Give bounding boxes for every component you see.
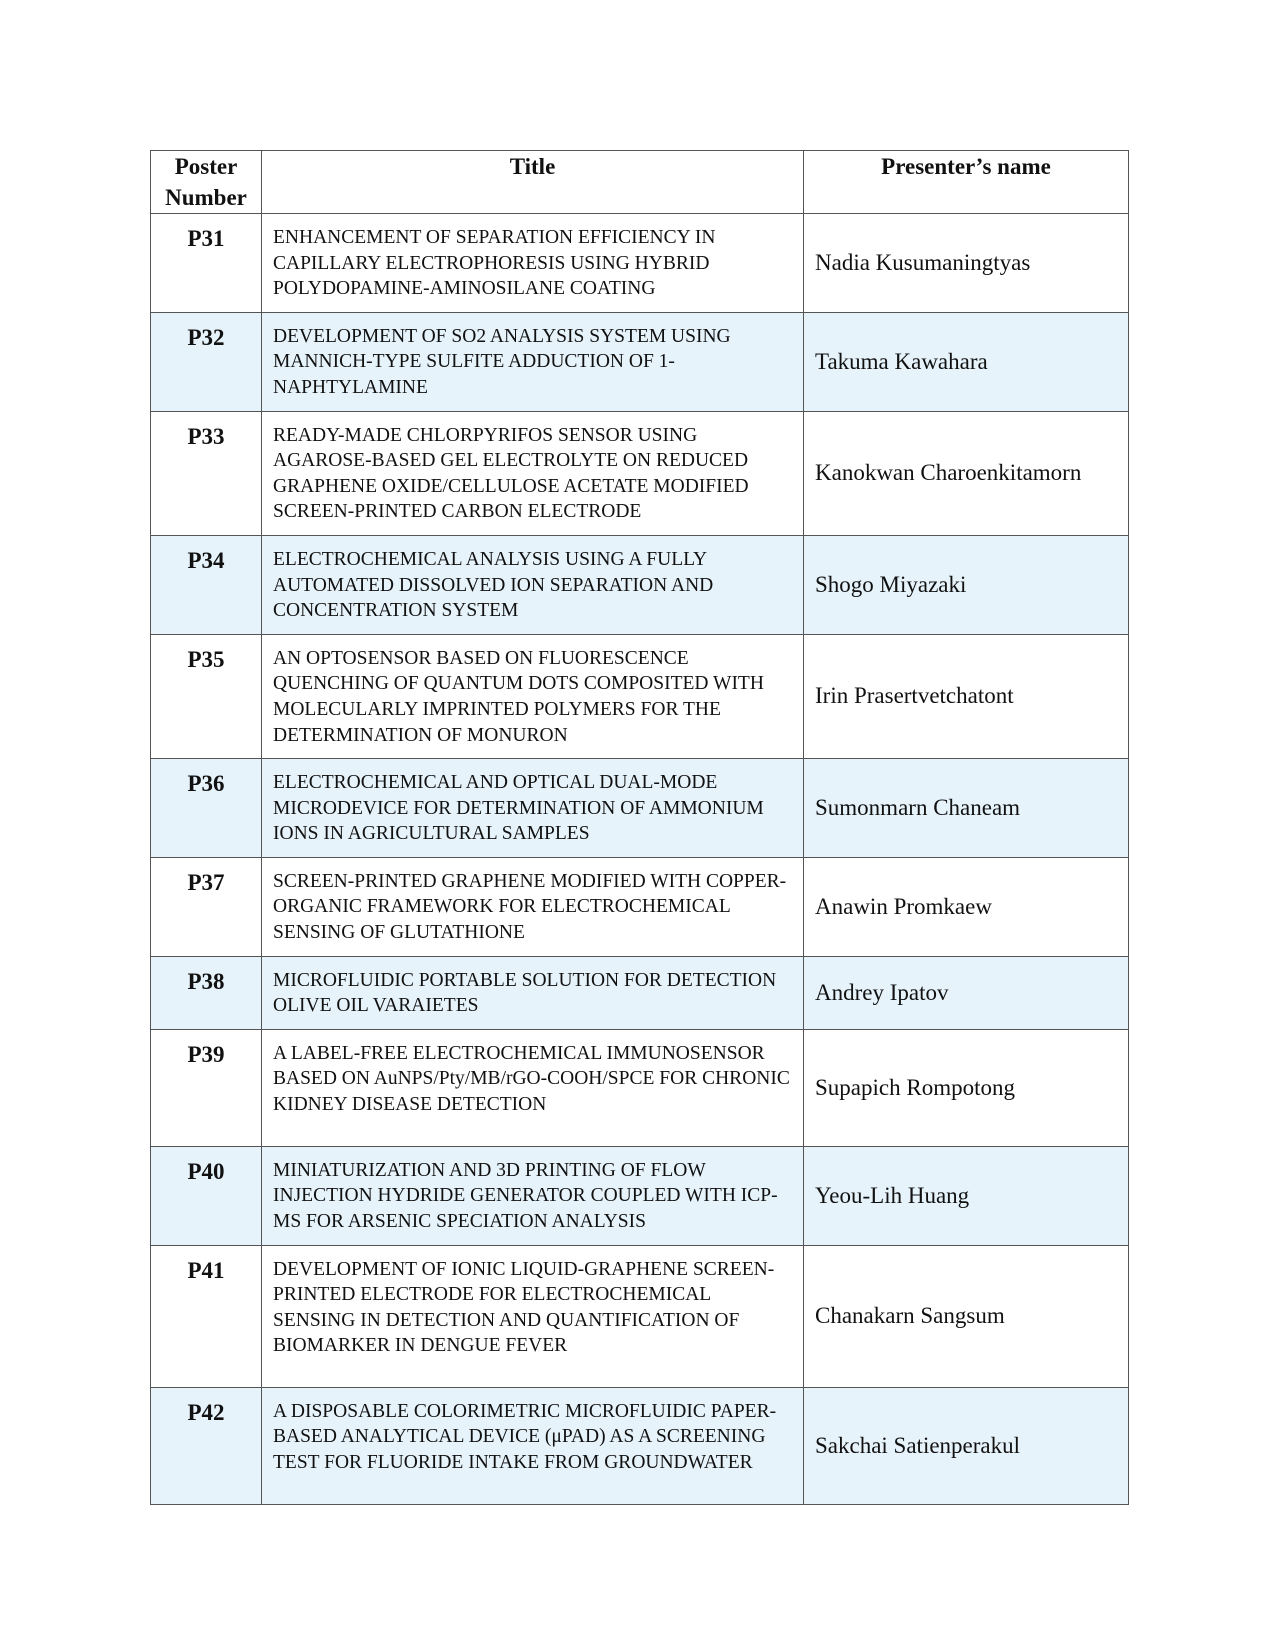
- header-row: [151, 151, 1129, 214]
- poster-number-cell: P37: [151, 857, 262, 956]
- table-row: [151, 1146, 1129, 1245]
- header-presenter-name: Presenter’s name: [804, 151, 1129, 214]
- poster-title-cell: A LABEL-FREE ELECTROCHEMICAL IMMUNOSENSOR BASED ON AuNPS/Pty/MB/rGO-COOH/SPCE FOR CHRONIC KIDNEY DISEASE DETECTION: [262, 1029, 804, 1146]
- table-row: [151, 1387, 1129, 1504]
- table-row: [151, 411, 1129, 535]
- poster-number-cell: P33: [151, 411, 262, 535]
- poster-title-cell: READY-MADE CHLORPYRIFOS SENSOR USING AGAROSE-BASED GEL ELECTROLYTE ON REDUCED GRAPHENE OXIDE/CELLULOSE ACETATE MODIFIED SCREEN-PRINTED CARBON ELECTRODE: [262, 411, 804, 535]
- presenter-name-cell: Takuma Kawahara: [804, 312, 1129, 411]
- poster-number-cell: P35: [151, 634, 262, 758]
- poster-schedule-table: [150, 150, 1129, 1505]
- poster-title-cell: MICROFLUIDIC PORTABLE SOLUTION FOR DETECTION OLIVE OIL VARAIETES: [262, 956, 804, 1029]
- presenter-name-cell: Supapich Rompotong: [804, 1029, 1129, 1146]
- presenter-name-cell: Chanakarn Sangsum: [804, 1245, 1129, 1387]
- table-row: [151, 956, 1129, 1029]
- table-row: [151, 214, 1129, 313]
- table-row: [151, 535, 1129, 634]
- poster-number-cell: P42: [151, 1387, 262, 1504]
- presenter-name-cell: Irin Prasertvetchatont: [804, 634, 1129, 758]
- poster-number-cell: P34: [151, 535, 262, 634]
- header-title: Title: [262, 151, 804, 214]
- table-row: [151, 759, 1129, 858]
- table-row: [151, 1245, 1129, 1387]
- poster-title-cell: DEVELOPMENT OF SO2 ANALYSIS SYSTEM USING MANNICH-TYPE SULFITE ADDUCTION OF 1-NAPHTYLAMINE: [262, 312, 804, 411]
- poster-number-cell: P41: [151, 1245, 262, 1387]
- presenter-name-cell: Nadia Kusumaningtyas: [804, 214, 1129, 313]
- table-row: [151, 312, 1129, 411]
- poster-number-cell: P31: [151, 214, 262, 313]
- poster-number-cell: P32: [151, 312, 262, 411]
- presenter-name-cell: Kanokwan Charoenkitamorn: [804, 411, 1129, 535]
- table-row: [151, 857, 1129, 956]
- presenter-name-cell: Anawin Promkaew: [804, 857, 1129, 956]
- poster-title-cell: A DISPOSABLE COLORIMETRIC MICROFLUIDIC PAPER-BASED ANALYTICAL DEVICE (μPAD) AS A SCREENING TEST FOR FLUORIDE INTAKE FROM GROUNDWATER: [262, 1387, 804, 1504]
- poster-title-cell: ELECTROCHEMICAL ANALYSIS USING A FULLY AUTOMATED DISSOLVED ION SEPARATION AND CONCENTRATION SYSTEM: [262, 535, 804, 634]
- header-poster-number: Poster Number: [151, 151, 262, 214]
- poster-title-cell: SCREEN-PRINTED GRAPHENE MODIFIED WITH COPPER-ORGANIC FRAMEWORK FOR ELECTROCHEMICAL SENSING OF GLUTATHIONE: [262, 857, 804, 956]
- table-header: [151, 151, 1129, 214]
- presenter-name-cell: Sumonmarn Chaneam: [804, 759, 1129, 858]
- presenter-name-cell: Sakchai Satienperakul: [804, 1387, 1129, 1504]
- presenter-name-cell: Shogo Miyazaki: [804, 535, 1129, 634]
- presenter-name-cell: Andrey Ipatov: [804, 956, 1129, 1029]
- poster-title-cell: ELECTROCHEMICAL AND OPTICAL DUAL-MODE MICRODEVICE FOR DETERMINATION OF AMMONIUM IONS IN AGRICULTURAL SAMPLES: [262, 759, 804, 858]
- poster-title-cell: MINIATURIZATION AND 3D PRINTING OF FLOW INJECTION HYDRIDE GENERATOR COUPLED WITH ICP-MS FOR ARSENIC SPECIATION ANALYSIS: [262, 1146, 804, 1245]
- poster-title-cell: ENHANCEMENT OF SEPARATION EFFICIENCY IN CAPILLARY ELECTROPHORESIS USING HYBRID POLYDOPAMINE-AMINOSILANE COATING: [262, 214, 804, 313]
- poster-number-cell: P39: [151, 1029, 262, 1146]
- poster-number-cell: P38: [151, 956, 262, 1029]
- poster-title-cell: AN OPTOSENSOR BASED ON FLUORESCENCE QUENCHING OF QUANTUM DOTS COMPOSITED WITH MOLECULARLY IMPRINTED POLYMERS FOR THE DETERMINATION OF MONURON: [262, 634, 804, 758]
- table-body: [151, 214, 1129, 1505]
- table-row: [151, 1029, 1129, 1146]
- table-row: [151, 634, 1129, 758]
- poster-number-cell: P36: [151, 759, 262, 858]
- presenter-name-cell: Yeou-Lih Huang: [804, 1146, 1129, 1245]
- poster-title-cell: DEVELOPMENT OF IONIC LIQUID-GRAPHENE SCREEN-PRINTED ELECTRODE FOR ELECTROCHEMICAL SENSING IN DETECTION AND QUANTIFICATION OF BIOMARKER IN DENGUE FEVER: [262, 1245, 804, 1387]
- poster-number-cell: P40: [151, 1146, 262, 1245]
